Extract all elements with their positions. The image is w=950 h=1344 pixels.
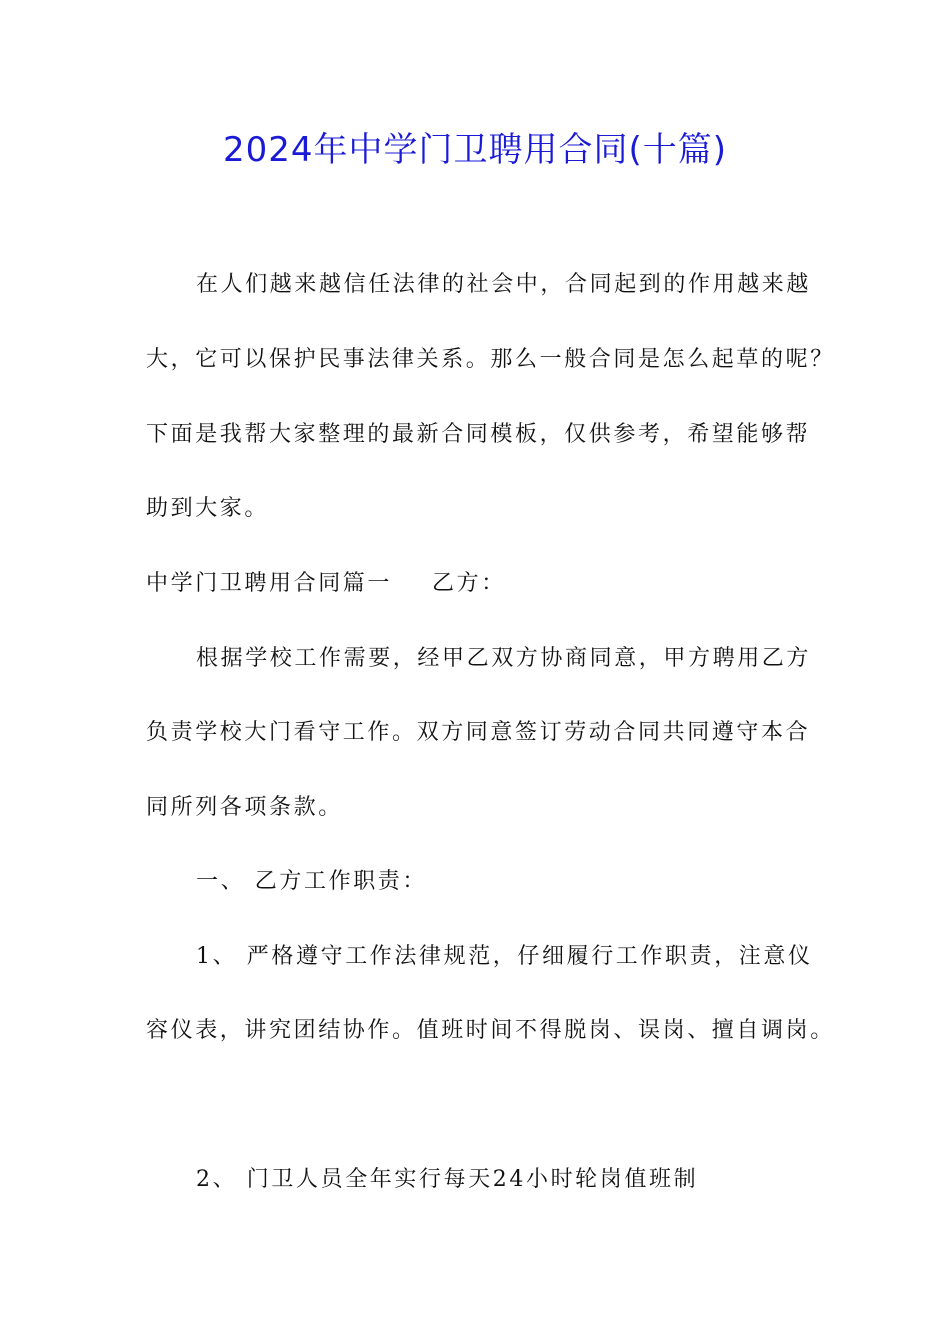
party-b-label: 乙方： xyxy=(432,571,506,596)
body-line-2: 负责学校大门看守工作。双方同意签订劳动合同共同遵守本合 xyxy=(146,720,811,745)
intro-line-4: 助到大家。 xyxy=(146,496,270,521)
body-line-1: 根据学校工作需要，经甲乙双方协商同意，甲方聘用乙方 xyxy=(196,646,812,671)
item-1-line-2: 容仪表，讲究团结协作。值班时间不得脱岗、误岗、擅自调岗。 xyxy=(146,1018,835,1043)
intro-line-1: 在人们越来越信任法律的社会中，合同起到的作用越来越 xyxy=(196,272,812,297)
body-line-3: 同所列各项条款。 xyxy=(146,795,343,820)
document-title: 2024年中学门卫聘用合同(十篇) xyxy=(222,130,728,170)
item-1-line-1: 1、 严格遵守工作法律规范，仔细履行工作职责，注意仪 xyxy=(196,944,813,969)
intro-line-2: 大，它可以保护民事法律关系。那么一般合同是怎么起草的呢？ xyxy=(146,347,835,372)
item-2-line: 2、 门卫人员全年实行每天24小时轮岗值班制 xyxy=(196,1167,699,1192)
section-heading: 中学门卫聘用合同篇一 xyxy=(146,571,393,596)
intro-line-3: 下面是我帮大家整理的最新合同模板，仅供参考，希望能够帮 xyxy=(146,422,811,447)
clause-1-heading: 一、 乙方工作职责： xyxy=(196,869,427,894)
